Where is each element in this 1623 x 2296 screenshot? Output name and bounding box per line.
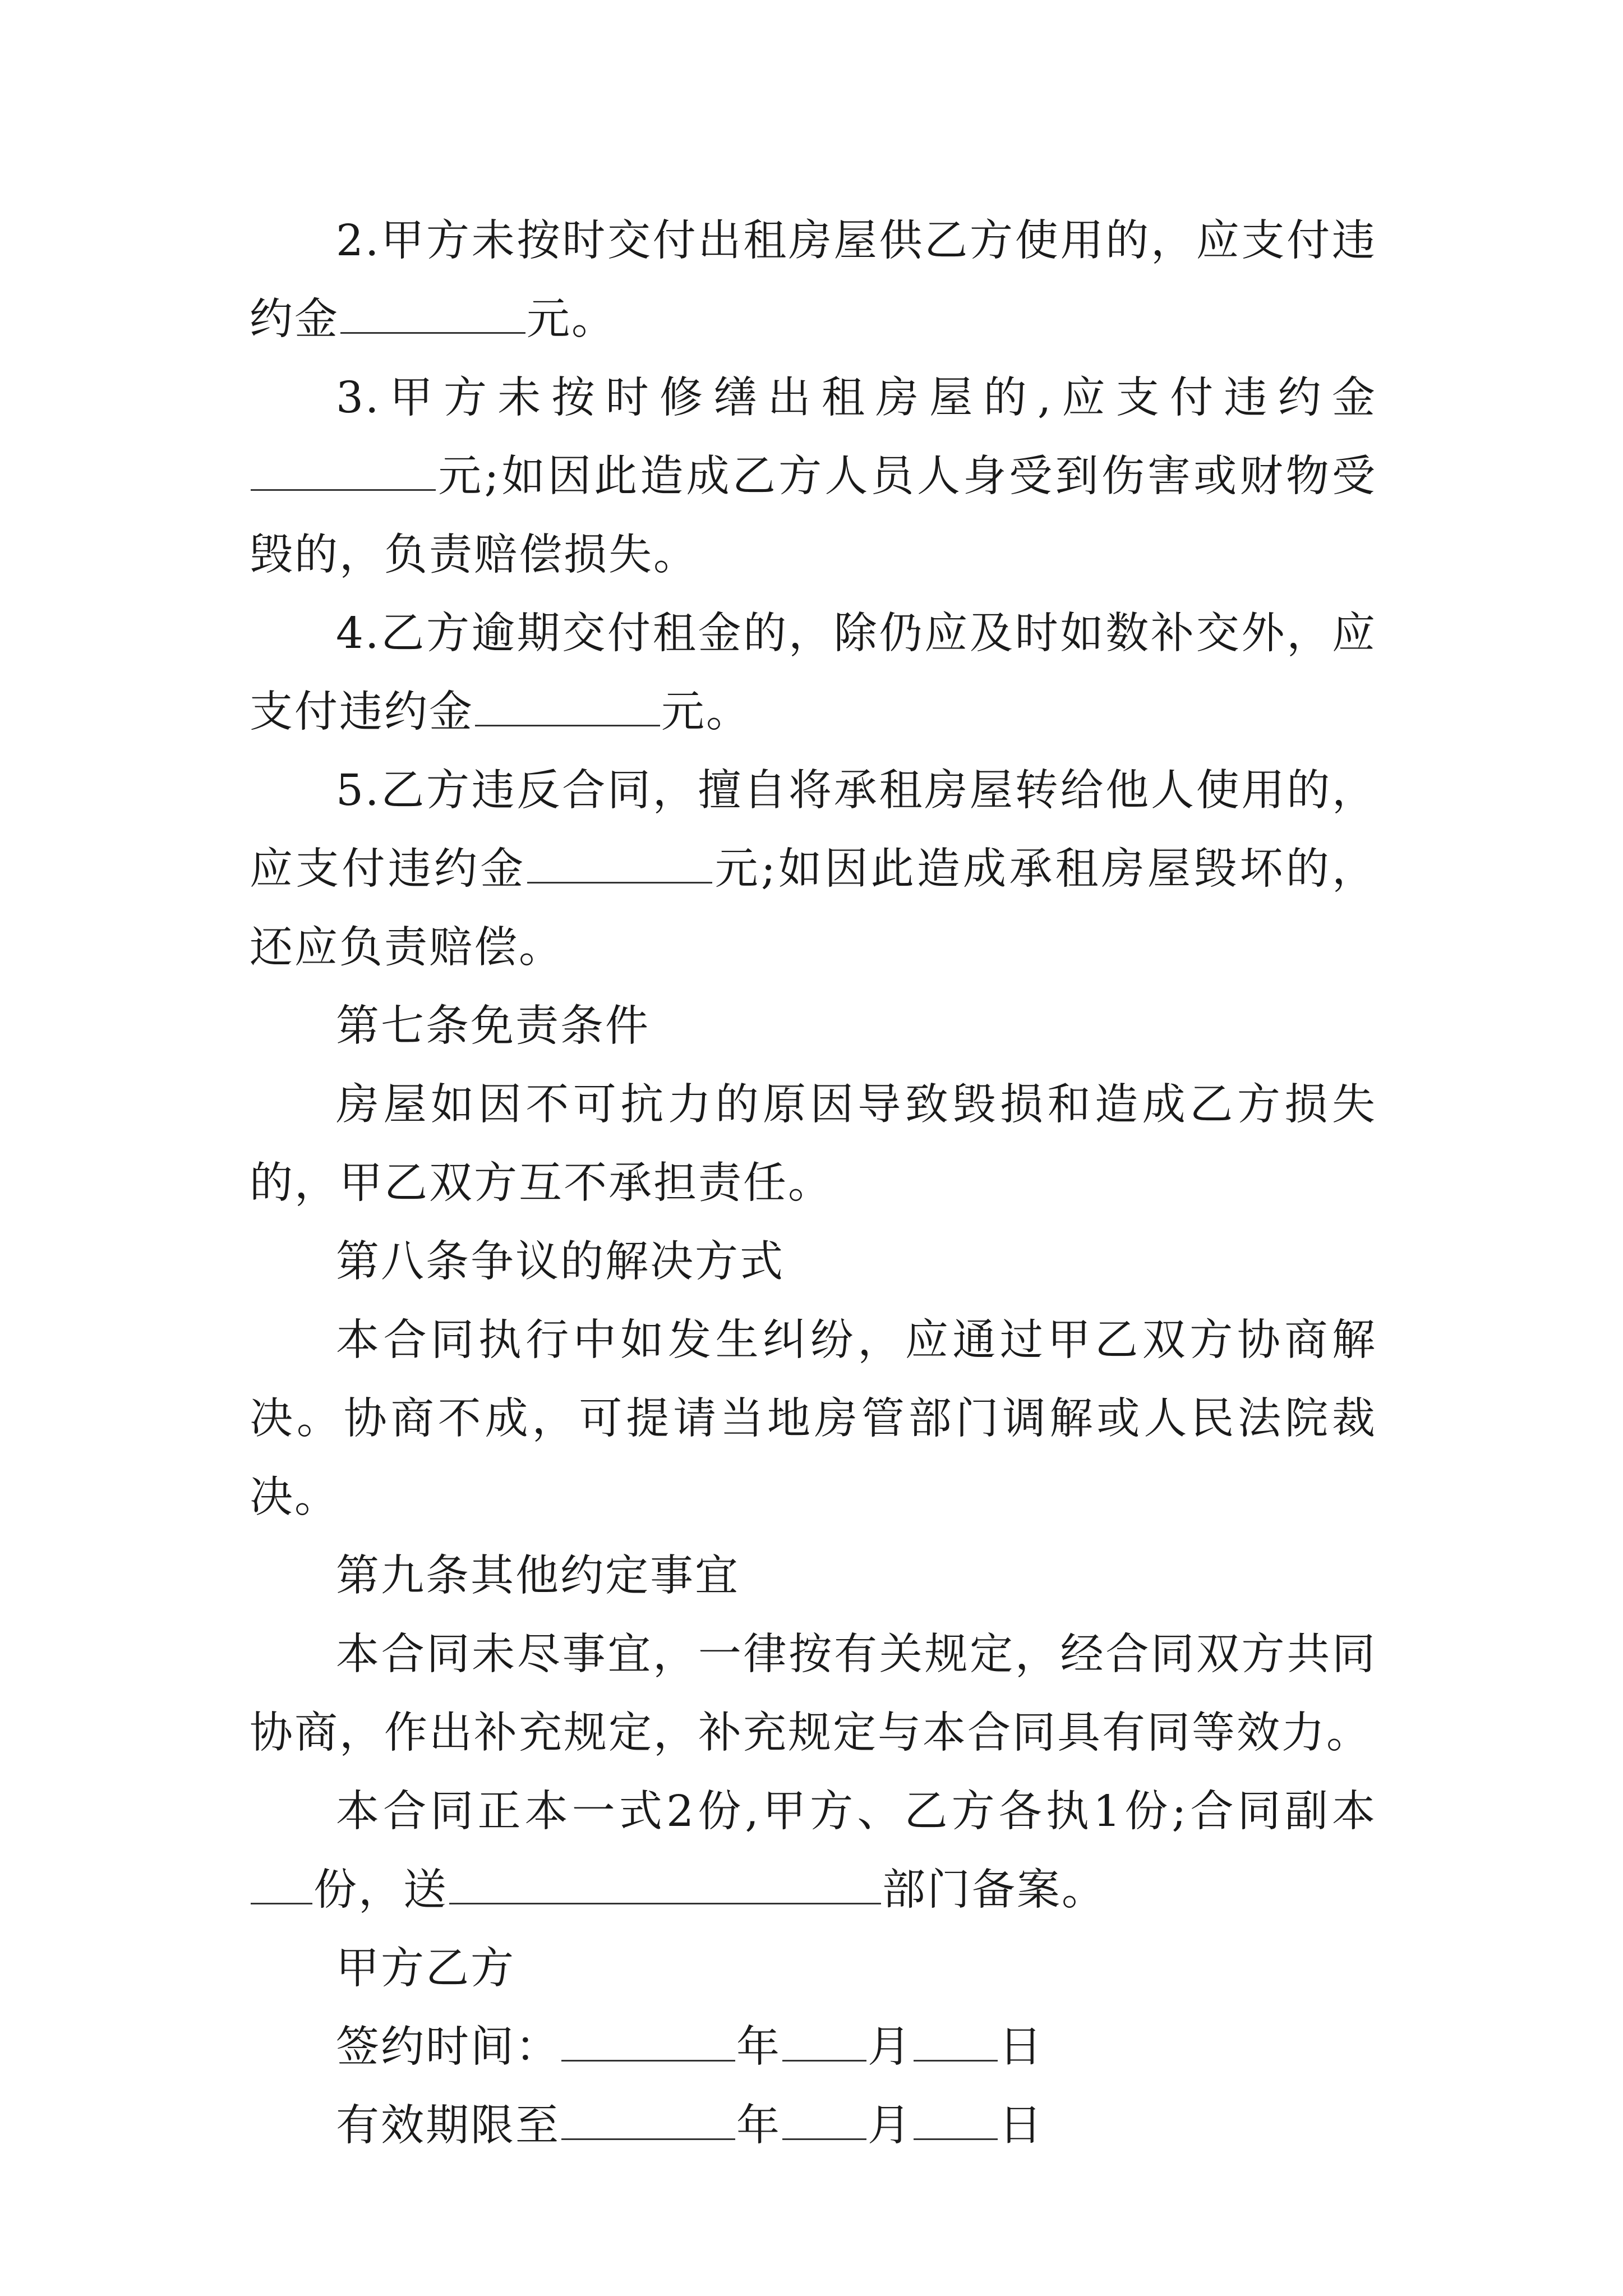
year-blank[interactable] xyxy=(561,2099,735,2140)
day-label: 日 xyxy=(999,2101,1044,2151)
clause-4-text: 4.乙方逾期交付租金的，除仍应及时如数补交外，应支付违约金 xyxy=(250,609,1377,737)
month-blank[interactable] xyxy=(782,2021,866,2062)
amount-blank[interactable] xyxy=(527,843,712,884)
month-label: 月 xyxy=(868,2022,912,2072)
clause-3 xyxy=(250,359,1377,595)
clause-2-unit: 元。 xyxy=(527,295,616,344)
amount-blank[interactable] xyxy=(251,450,436,491)
article-7-heading: 第七条免责条件 xyxy=(336,1001,650,1051)
department-blank[interactable] xyxy=(449,1864,881,1904)
article-7-body: 房屋如因不可抗力的原因导致毁损和造成乙方损失的，甲乙双方互不承担责任。 xyxy=(250,1080,1377,1208)
clause-5-text: 5.乙方违反合同，擅自将承租房屋转给他人使用的，应支付违约金 xyxy=(250,766,1377,894)
parties-line: 甲方乙方 xyxy=(336,1944,515,1994)
validity-date xyxy=(250,2087,1377,2165)
clause-2 xyxy=(250,202,1377,359)
year-label: 年 xyxy=(736,2022,781,2072)
validity-date-label: 有效期限至 xyxy=(336,2101,560,2151)
clause-5 xyxy=(250,752,1377,987)
month-label: 月 xyxy=(868,2101,912,2151)
article-8-body: 本合同执行中如发生纠纷，应通过甲乙双方协商解决。协商不成，可提请当地房管部门调解或人民法院裁决。 xyxy=(250,1315,1377,1522)
contract-text xyxy=(250,202,1377,2165)
amount-blank[interactable] xyxy=(340,293,525,334)
copies-send-text: 份，送 xyxy=(313,1865,448,1915)
day-blank[interactable] xyxy=(914,2099,998,2140)
article-9-heading: 第九条其他约定事宜 xyxy=(336,1551,740,1601)
signing-date-label: 签约时间： xyxy=(336,2022,560,2072)
year-label: 年 xyxy=(736,2101,781,2151)
clause-5-tail: 元;如因此造成承租房屋毁坏的，还应负责赔偿。 xyxy=(250,844,1377,973)
copies-tail: 部门备案。 xyxy=(882,1865,1106,1915)
clause-4-unit: 元。 xyxy=(661,687,751,737)
copies-count-blank[interactable] xyxy=(251,1864,312,1904)
clause-4 xyxy=(250,595,1377,752)
day-label: 日 xyxy=(999,2022,1044,2072)
day-blank[interactable] xyxy=(914,2021,998,2062)
amount-blank[interactable] xyxy=(475,685,660,726)
month-blank[interactable] xyxy=(782,2099,866,2140)
year-blank[interactable] xyxy=(561,2021,735,2062)
clause-2-text: 2.甲方未按时交付出租房屋供乙方使用的，应支付违约金 xyxy=(250,216,1377,344)
article-9-body: 本合同未尽事宜，一律按有关规定，经合同双方共同协商，作出补充规定，补充规定与本合同具有同等效力。 xyxy=(250,1630,1377,1758)
article-8-heading: 第八条争议的解决方式 xyxy=(336,1237,785,1287)
signing-date xyxy=(250,2008,1377,2087)
clause-3-tail: 元;如因此造成乙方人员人身受到伤害或财物受毁的，负责赔偿损失。 xyxy=(250,452,1377,580)
clause-3-text: 3.甲方未按时修缮出租房屋的,应支付违约金 xyxy=(336,373,1377,423)
copies-clause xyxy=(250,1773,1377,1930)
copies-text: 本合同正本一式2份,甲方、乙方各执1份;合同副本 xyxy=(336,1787,1377,1837)
